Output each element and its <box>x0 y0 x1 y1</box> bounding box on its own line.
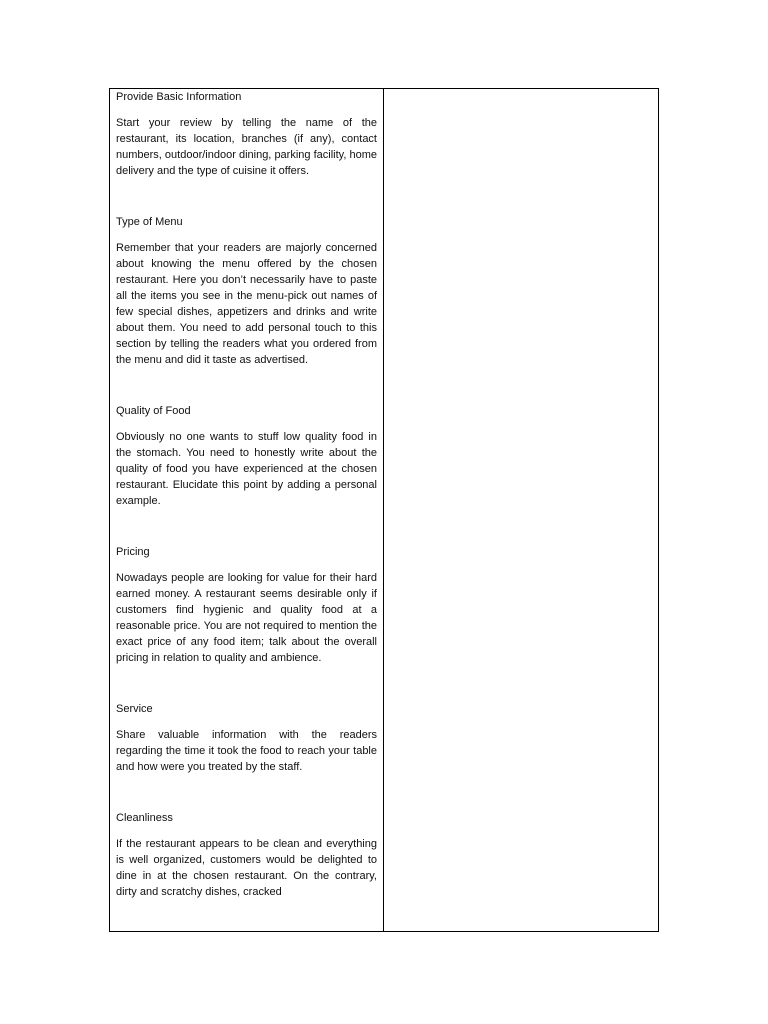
section-body: Obviously no one wants to stuff low quality food in the stomach. You need to honestly write about the quality of food you have experienced at the chosen restaurant. Elucidate this point by adding a personal example. <box>116 431 377 507</box>
section-body: Start your review by telling the name of the restaurant, its location, branches (if any), contact numbers, outdoor/indoor dining, parking facility, home delivery and the type of cuisine it offers. <box>116 117 377 177</box>
section-cleanliness <box>116 810 377 900</box>
section-quality-of-food <box>116 403 377 509</box>
section-type-of-menu <box>116 214 377 368</box>
section-heading: Provide Basic Information <box>116 91 242 103</box>
section-heading: Cleanliness <box>116 812 173 824</box>
section-basic-information <box>116 89 377 179</box>
section-body: Nowadays people are looking for value for their hard earned money. A restaurant seems desirable only if customers find hygienic and quality food at a reasonable price. You are not required to mention the exact price of any food item; talk about the overall pricing in relation to quality and ambience. <box>116 572 377 664</box>
right-column <box>384 89 658 931</box>
section-pricing <box>116 544 377 666</box>
section-body: If the restaurant appears to be clean and everything is well organized, customers would be delighted to dine in at the chosen restaurant. On the contrary, dirty and scratchy dishes, cracked <box>116 838 377 898</box>
section-heading: Type of Menu <box>116 216 183 228</box>
section-heading: Service <box>116 703 153 715</box>
section-heading: Quality of Food <box>116 405 191 417</box>
left-column <box>110 89 384 931</box>
section-body: Share valuable information with the readers regarding the time it took the food to reach your table and how were you treated by the staff. <box>116 729 377 773</box>
document-table <box>109 88 659 932</box>
section-service <box>116 701 377 775</box>
section-body: Remember that your readers are majorly concerned about knowing the menu offered by the chosen restaurant. Here you don’t necessarily have to paste all the items you see in the menu-pick out names of few special dishes, appetizers and drinks and write about them. You need to add personal touch to this section by telling the readers what you ordered from the menu and did it taste as advertised. <box>116 242 377 366</box>
section-heading: Pricing <box>116 546 150 558</box>
